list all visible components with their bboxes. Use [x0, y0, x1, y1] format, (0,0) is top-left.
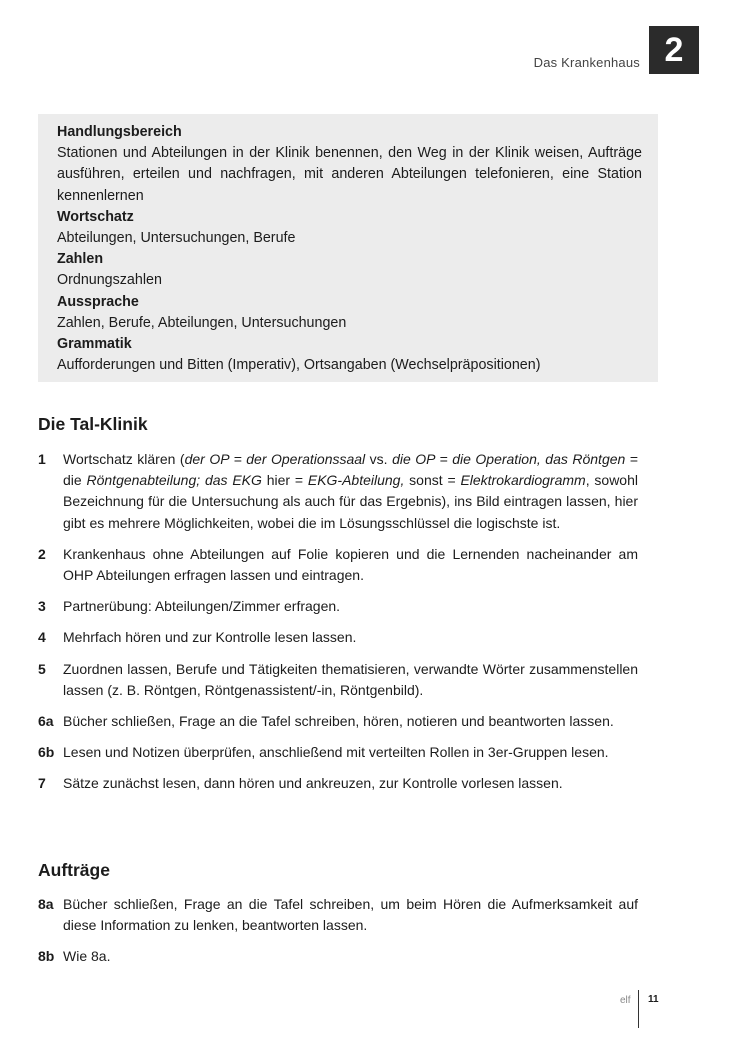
- list-item: [38, 659, 638, 701]
- item-text: Mehrfach hören und zur Kontrolle lesen lassen.: [63, 629, 357, 646]
- item-number: 7: [38, 775, 46, 792]
- list-item: [38, 544, 638, 586]
- item-text-italic: Röntgenabteilung; das EKG: [86, 472, 262, 489]
- footer-divider: [638, 990, 639, 1028]
- list-item: [38, 596, 638, 617]
- summary-label: Wortschatz: [57, 208, 134, 225]
- item-text: vs.: [365, 451, 393, 467]
- summary-text: Zahlen, Berufe, Abteilungen, Untersuchungen: [57, 314, 347, 331]
- section-heading-tal-klinik: Die Tal-Klinik: [38, 414, 148, 434]
- summary-label: Zahlen: [57, 251, 104, 268]
- item-text: Sätze zunächst lesen, dann hören und ankreuzen, zur Kontrolle vorlesen lassen.: [63, 775, 563, 792]
- summary-text: Abteilungen, Untersuchungen, Berufe: [57, 230, 296, 247]
- list-item: [38, 449, 638, 534]
- item-number: 1: [38, 451, 46, 467]
- chapter-title: Das Krankenhaus: [533, 55, 640, 70]
- item-number: 5: [38, 660, 46, 677]
- item-number: 8a: [38, 896, 54, 912]
- item-text: Wie 8a.: [63, 948, 111, 965]
- list-item: [38, 742, 638, 763]
- item-text: Bücher schließen, Frage an die Tafel schreiben, um beim Hören die Aufmerksamkeit auf diese Information zu lenken, beantworten lassen.: [63, 896, 638, 934]
- page-number: 11: [648, 994, 659, 1005]
- instruction-list-tal-klinik: [38, 449, 638, 805]
- item-number: 4: [38, 629, 46, 646]
- item-number: 3: [38, 598, 46, 615]
- list-item: [38, 946, 638, 967]
- item-text-italic: der OP = der Operationssaal: [184, 451, 366, 467]
- item-text: Krankenhaus ohne Abteilungen auf Folie kopieren und die Lernenden nacheinander am OHP Abteilungen erfragen lassen und eintragen.: [63, 545, 638, 584]
- instruction-list-auftraege: [38, 894, 638, 978]
- summary-label: Aussprache: [57, 293, 139, 310]
- page-number-word: elf: [620, 995, 631, 1006]
- list-item: [38, 627, 638, 648]
- summary-text: Ordnungszahlen: [57, 272, 162, 289]
- item-number: 8b: [38, 948, 55, 965]
- item-text: Lesen und Notizen überprüfen, anschließend mit verteilten Rollen in 3er-Gruppen lesen.: [63, 744, 609, 761]
- item-text: , sowohl Bezeichnung für die Untersuchung als auch für das Ergebnis), ins Bild eintragen lassen, hier gibt es mehrere Möglichkeiten, wobei die im Lösungsschlüssel die logischste ist.: [63, 472, 638, 531]
- item-text-italic: Elektrokardiogramm: [460, 472, 586, 489]
- item-number: 6b: [38, 744, 55, 761]
- item-text: sonst =: [404, 472, 461, 489]
- item-text: = die: [63, 451, 639, 489]
- list-item: [38, 773, 638, 794]
- item-text-italic: die OP = die Operation, das Röntgen: [392, 451, 626, 467]
- item-text: Partnerübung: Abteilungen/Zimmer erfragen.: [63, 598, 341, 615]
- item-text: Wortschatz klären (: [63, 451, 185, 467]
- item-text: Bücher schließen, Frage an die Tafel schreiben, hören, notieren und beantworten lassen.: [63, 713, 614, 730]
- item-text: Zuordnen lassen, Berufe und Tätigkeiten thematisieren, verwandte Wörter zusammenstellen lassen (z. B. Röntgen, Röntgenassistent/-in, Röntgenbild).: [63, 660, 638, 698]
- item-number: 6a: [38, 713, 54, 730]
- list-item: [38, 711, 638, 732]
- list-item: [38, 894, 638, 936]
- summary-text: Stationen und Abteilungen in der Klinik benennen, den Weg in der Klinik weisen, Aufträge ausführen, erteilen und nachfragen, mit anderen Abteilungen telefonieren, eine Station kennenlernen: [57, 145, 642, 204]
- summary-label: Handlungsbereich: [57, 124, 182, 140]
- section-heading-auftraege: Aufträge: [38, 860, 110, 880]
- item-text-italic: EKG-Abteilung,: [307, 472, 405, 489]
- summary-content: [57, 122, 642, 376]
- item-text: hier =: [261, 472, 308, 489]
- summary-label: Grammatik: [57, 336, 132, 353]
- item-number: 2: [38, 545, 46, 562]
- summary-text: Aufforderungen und Bitten (Imperativ), Ortsangaben (Wechselpräpositionen): [57, 357, 541, 374]
- chapter-number-badge: 2: [649, 26, 699, 74]
